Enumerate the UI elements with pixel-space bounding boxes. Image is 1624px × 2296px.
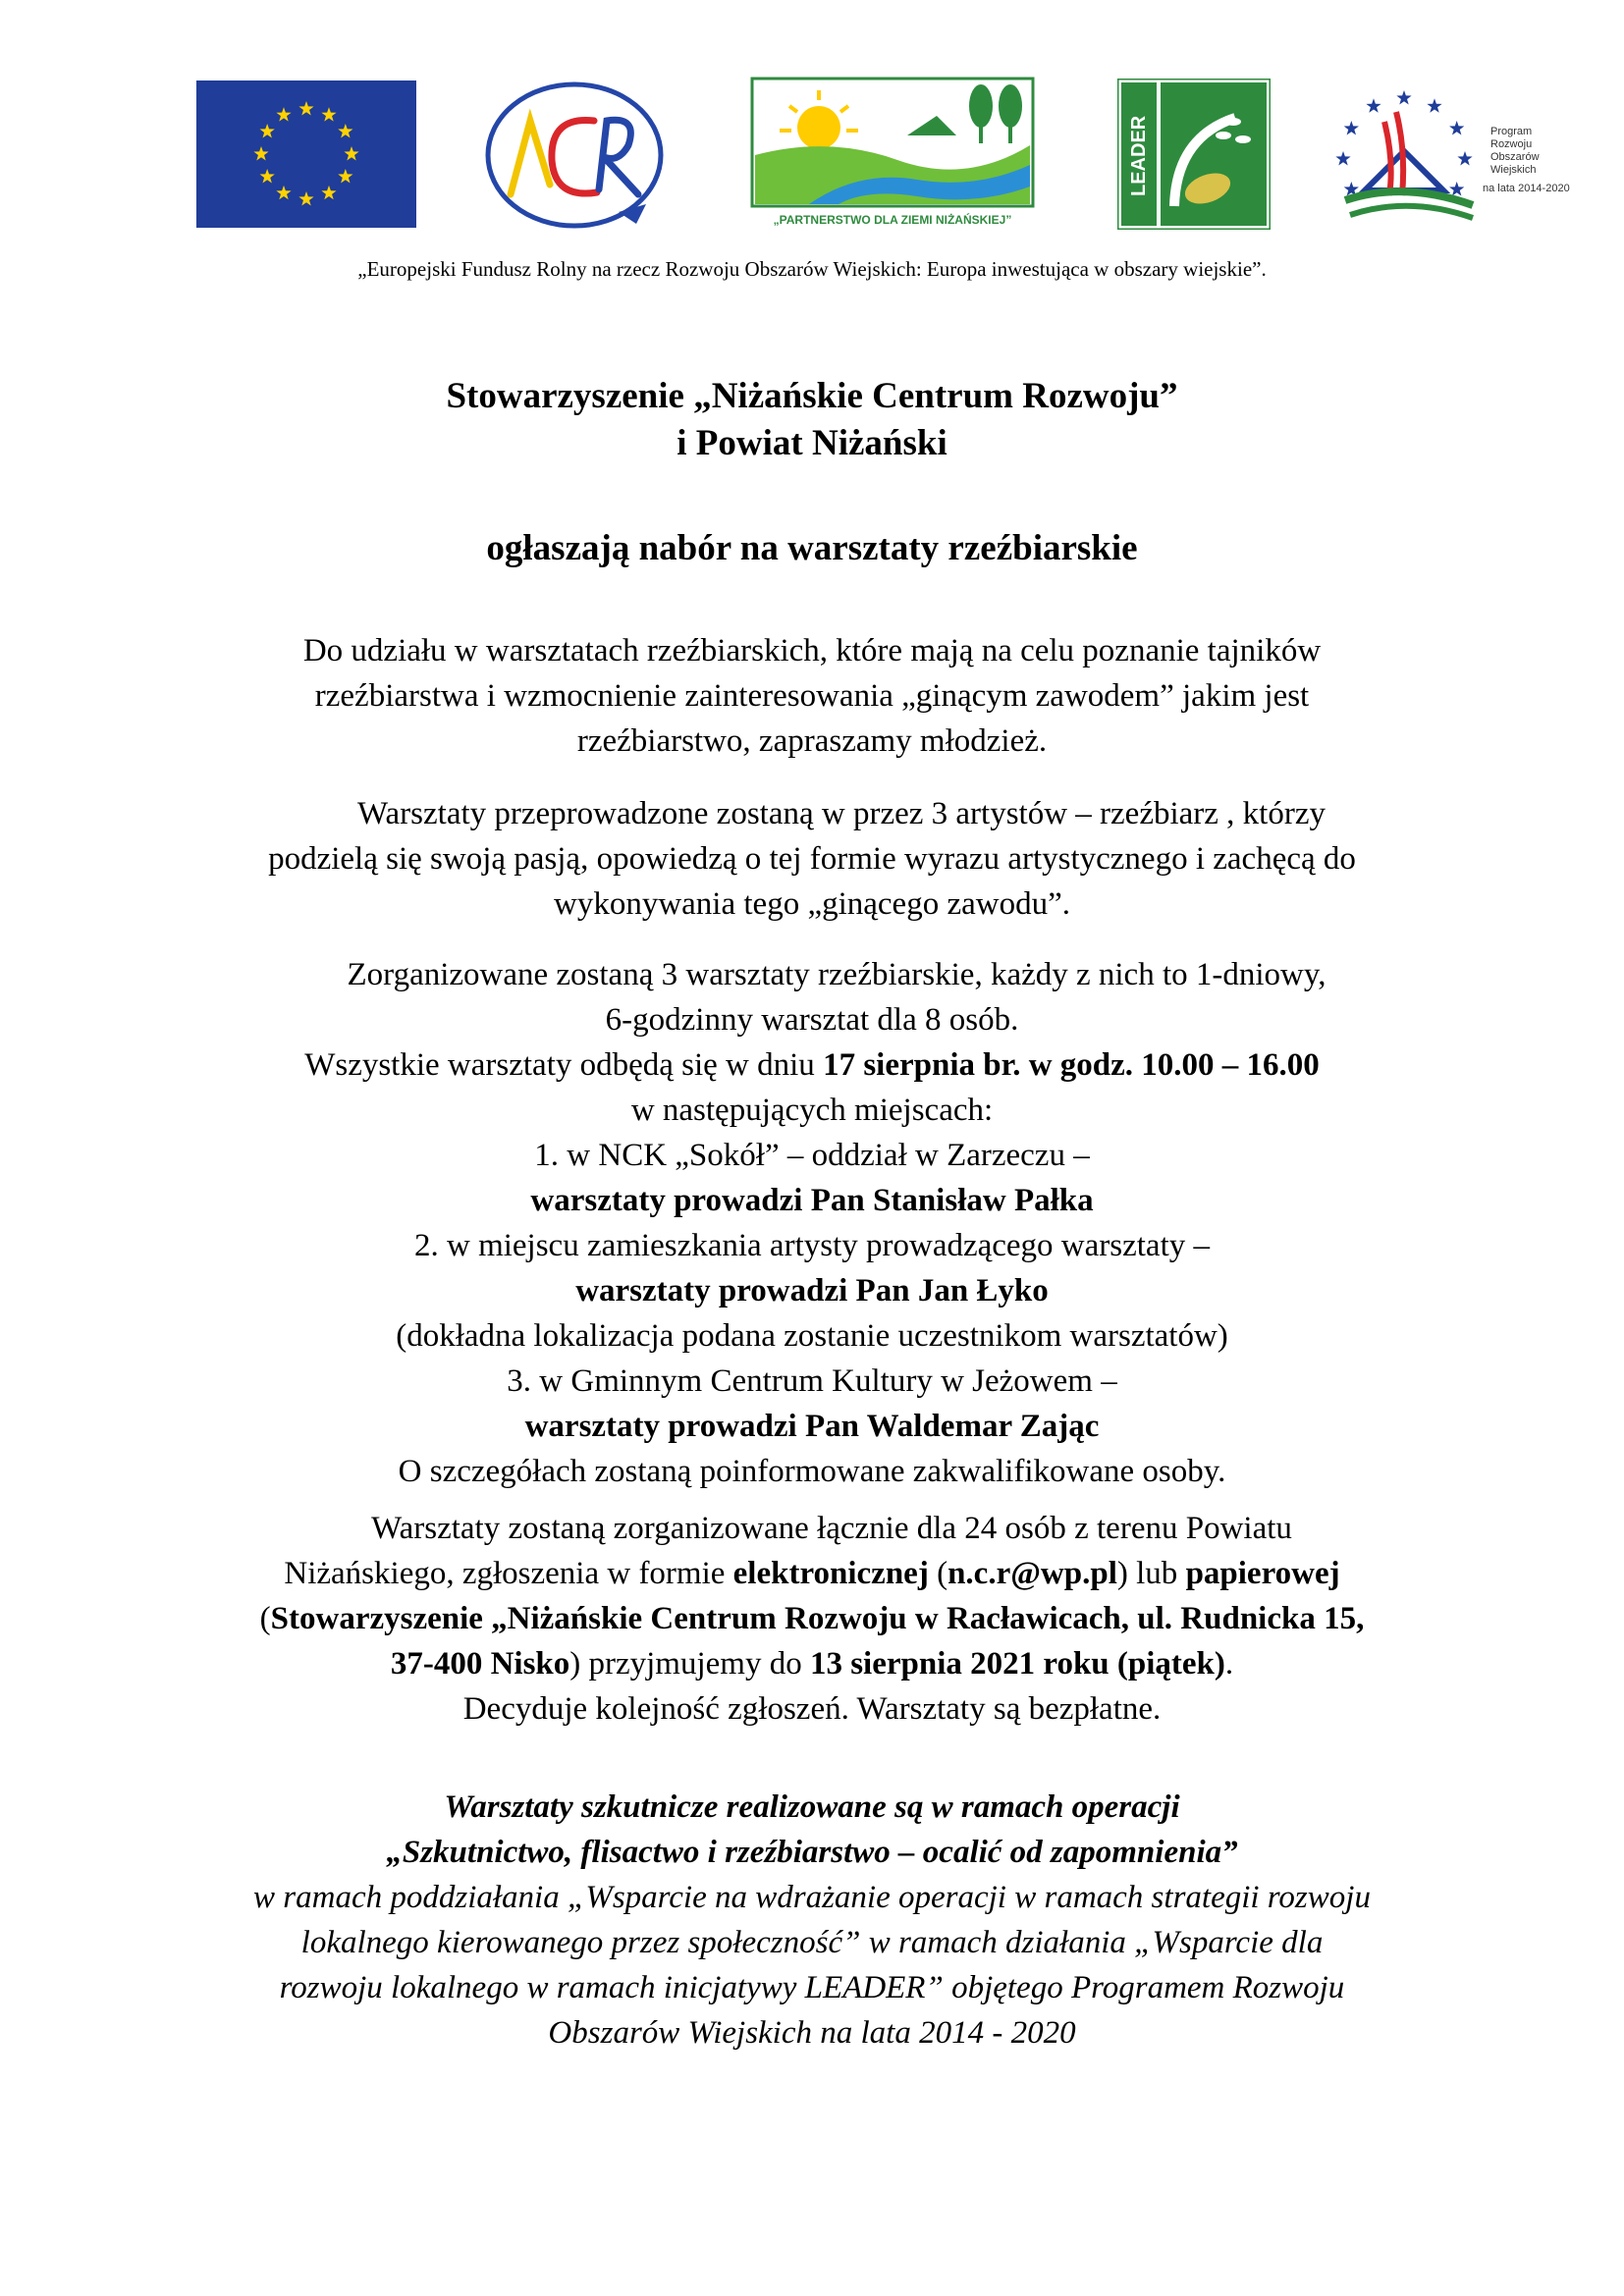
- star-icon: [1457, 151, 1472, 165]
- location-2-note: (dokładna lokalizacja podana zostanie uczestnikom warsztatów): [396, 1318, 1228, 1354]
- title-line-2: i Powiat Niżański: [677, 423, 947, 463]
- intro-line: rzeźbiarstwo, zapraszamy młodzież.: [576, 723, 1048, 759]
- schedule-date-line: [0, 1042, 1624, 1088]
- footer-operation-title: „Szkutnictwo, flisactwo i rzeźbiarstwo – ocalić od zapomnienia”: [386, 1835, 1238, 1870]
- schedule-section: [0, 952, 1624, 1494]
- fund-note: „Europejski Fundusz Rolny na rzecz Rozwoju Obszarów Wiejskich: Europa inwestująca w obszary wiejskie”.: [357, 257, 1267, 281]
- text: (: [259, 1601, 271, 1636]
- star-icon: [1449, 182, 1464, 195]
- footer-line: rozwoju lokalnego w ramach inicjatywy LEADER” objętego Programem Rozwoju: [279, 1970, 1345, 2005]
- leader-text: LEADER: [1128, 115, 1150, 196]
- registration-line: Decyduje kolejność zgłoszeń. Warsztaty są bezpłatne.: [462, 1691, 1162, 1727]
- location-3: 3. w Gminnym Centrum Kultury w Jeżowem –: [507, 1363, 1117, 1399]
- footer-line: w ramach poddziałania „Wsparcie na wdrażanie operacji w ramach strategii rozwoju: [253, 1880, 1371, 1915]
- details-note: O szczegółach zostaną poinformowane zakwalifikowane osoby.: [398, 1454, 1226, 1489]
- partnerstwo-logo: [750, 77, 1035, 234]
- prow-line: Wiejskich: [1490, 164, 1537, 176]
- title-line-1: Stowarzyszenie „Niżańskie Centrum Rozwoju”: [446, 376, 1178, 416]
- artists-line: Warsztaty przeprowadzone zostaną w przez 3 artystów – rzeźbiarz , którzy: [357, 796, 1326, 831]
- location-1-leader: warsztaty prowadzi Pan Stanisław Pałka: [530, 1183, 1094, 1218]
- eu-flag-logo: [196, 80, 416, 228]
- leader-logo: [1117, 79, 1271, 230]
- schedule-date: 17 sierpnia br. w godz. 10.00 – 16.00: [823, 1047, 1320, 1083]
- location-2: 2. w miejscu zamieszkania artysty prowadzącego warsztaty –: [413, 1228, 1210, 1263]
- location-2-leader: warsztaty prowadzi Pan Jan Łyko: [575, 1273, 1049, 1308]
- prow-line: na lata 2014-2020: [1483, 183, 1570, 194]
- location-1: 1. w NCK „Sokół” – oddział w Zarzeczu –: [534, 1138, 1090, 1173]
- postal-code: 37-400 Nisko: [390, 1646, 570, 1682]
- registration-section: [0, 1506, 1624, 1732]
- address: Stowarzyszenie „Niżańskie Centrum Rozwoju w Racławicach, ul. Rudnicka 15,: [270, 1601, 1365, 1636]
- schedule-line: Zorganizowane zostaną 3 warsztaty rzeźbiarskie, każdy z nich to 1-dniowy,: [347, 957, 1326, 992]
- intro-line: rzeźbiarstwa i wzmocnienie zainteresowania „ginącym zawodem” jakim jest: [314, 678, 1310, 714]
- prow-line: Obszarów: [1490, 151, 1540, 163]
- deadline: 13 sierpnia 2021 roku (piątek): [809, 1646, 1225, 1682]
- schedule-line: w następujących miejscach:: [630, 1093, 994, 1128]
- text: (: [928, 1556, 948, 1591]
- ncr-logo: [481, 77, 668, 234]
- schedule-date-prefix: Wszystkie warsztaty odbędą się w dniu: [304, 1047, 824, 1083]
- prow-line: Rozwoju: [1490, 138, 1533, 150]
- logo-row: [0, 77, 1624, 234]
- text-bold: elektronicznej: [732, 1556, 929, 1591]
- footer-bold-line: Warsztaty szkutnicze realizowane są w ramach operacji: [444, 1789, 1180, 1825]
- text: ) przyjmujemy do: [569, 1646, 810, 1682]
- star-icon: [1396, 90, 1411, 104]
- schedule-line: 6-godzinny warsztat dla 8 osób.: [605, 1002, 1019, 1038]
- prow-logo: [1326, 82, 1571, 230]
- prow-line: Program: [1490, 126, 1533, 137]
- intro-line: Do udziału w warsztatach rzeźbiarskich, które mają na celu poznanie tajników: [302, 633, 1322, 668]
- partnerstwo-caption: „PARTNERSTWO DLA ZIEMI NIŻAŃSKIEJ”: [773, 213, 1012, 227]
- footer-section: [0, 1785, 1624, 2056]
- registration-line: Warsztaty zostaną zorganizowane łącznie dla 24 osób z terenu Powiatu: [371, 1511, 1292, 1546]
- title-line-3: ogłaszają nabór na warsztaty rzeźbiarskie: [486, 528, 1138, 568]
- registration-line: [0, 1641, 1624, 1686]
- prow-text: [1483, 126, 1570, 195]
- location-3-leader: warsztaty prowadzi Pan Waldemar Zając: [524, 1409, 1100, 1444]
- star-icon: [1335, 151, 1350, 165]
- text: ) lub: [1116, 1556, 1186, 1591]
- star-icon: [1344, 121, 1359, 134]
- artists-line: podzielą się swoją pasją, opowiedzą o tej formie wyrazu artystycznego i zachęcą do: [268, 841, 1356, 877]
- footer-line: Obszarów Wiejskich na lata 2014 - 2020: [548, 2015, 1076, 2051]
- text: .: [1224, 1646, 1234, 1682]
- registration-line: [0, 1551, 1624, 1596]
- registration-line: [0, 1596, 1624, 1641]
- star-icon: [1449, 121, 1464, 134]
- text: Niżańskiego, zgłoszenia w formie: [284, 1556, 733, 1591]
- text-bold: papierowej: [1185, 1556, 1340, 1591]
- star-icon: [1366, 98, 1380, 112]
- star-icon: [1427, 98, 1441, 112]
- footer-line: lokalnego kierowanego przez społeczność” w ramach działania „Wsparcie dla: [300, 1925, 1324, 1960]
- intro-paragraph: [0, 628, 1624, 764]
- artists-line: wykonywania tego „ginącego zawodu”.: [554, 886, 1070, 922]
- email-link[interactable]: n.c.r@wp.pl: [947, 1556, 1117, 1591]
- artists-paragraph: [0, 791, 1624, 927]
